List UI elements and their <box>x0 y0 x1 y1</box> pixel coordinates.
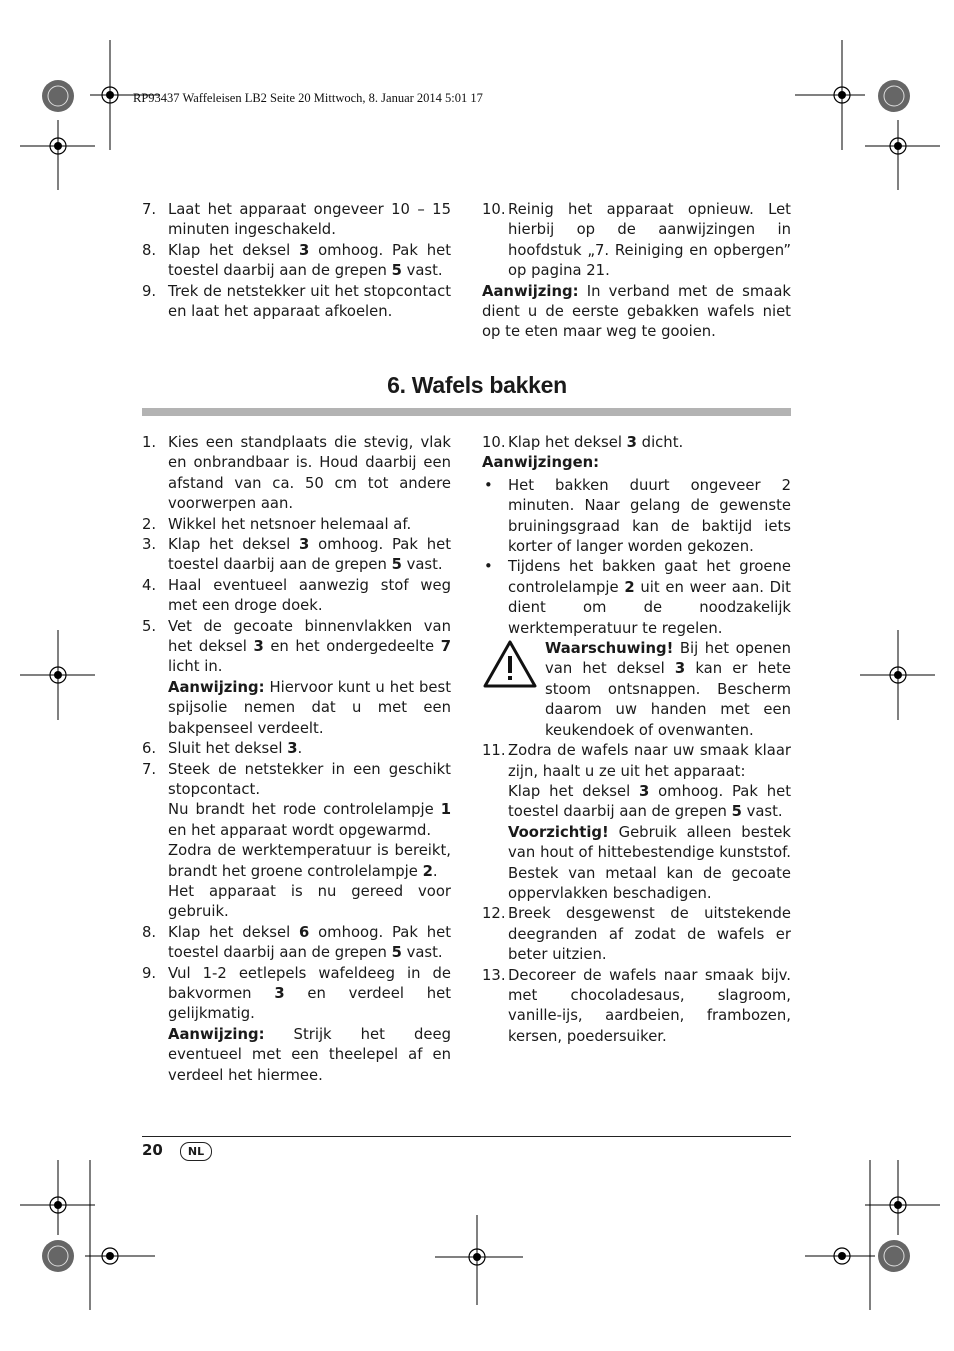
list-item: 11. Zodra de wafels naar uw smaak klaar zijn, haalt u ze uit het apparaat: <box>482 742 791 780</box>
bullet-item: • Tijdens het bakken gaat het groene controlelampje 2 uit en weer aan. Dit dient om de noodzakelijk werktemperatuur te regelen. <box>484 558 791 637</box>
notes-heading: Aanwijzingen: <box>482 454 600 472</box>
list-item: 8. Klap het deksel 3 omhoog. Pak het toestel daarbij aan de grepen 5 vast. <box>142 241 451 280</box>
registration-mark-top-right <box>790 40 940 190</box>
language-badge: NL <box>180 1142 212 1161</box>
list-item: 12. Breek desgewenst de uitstekende deegranden af zodat de wafels er beter uitzien. <box>482 905 791 964</box>
note: Aanwijzing: Hiervoor kunt u het best spijsolie nemen dat u met een bakpenseel verdeelt. <box>168 678 451 737</box>
list-item: 1. Kies een standplaats die stevig, vlak en onbrandbaar is. Houd daarbij een afstand van ca. 50 cm tot andere voorwerpen aan. <box>142 434 451 513</box>
caution-note: Voorzichtig! Gebruik alleen bestek van hout of hittebestendige kunststof. Bestek van metaal kan de gecoate oppervlakken beschadigen. <box>508 823 791 902</box>
list-item: 5. Vet de gecoate binnenvlakken van het deksel 3 en het ondergedeelte 7 licht in. <box>142 617 451 676</box>
list-item: 10. Reinig het apparaat opnieuw. Let hierbij op de aanwijzingen in hoofdstuk „7. Reiniging en opbergen” op pagina 21. <box>482 201 791 280</box>
bullet-item: • Het bakken duurt ongeveer 2 minuten. Naar gelang de gewenste bruiningsgraad kan de baktijd iets korter of langer worden gekozen. <box>484 476 791 556</box>
sub-paragraph: Klap het deksel 3 omhoog. Pak het toestel daarbij aan de grepen 5 vast. <box>508 782 791 821</box>
list-item: 2. Wikkel het netsnoer helemaal af. <box>142 515 412 533</box>
registration-mark-bottom-left <box>20 1160 170 1310</box>
list-item: 6. Sluit het deksel 3. <box>142 740 303 758</box>
sub-paragraph: Zodra de werktemperatuur is bereikt, brandt het groene controlelampje 2. <box>168 842 451 880</box>
list-item: 7. Steek de netstekker in een geschikt stopcontact. <box>142 760 451 798</box>
list-item: 4. Haal eventueel aanwezig stof weg met een droge doek. <box>142 576 451 615</box>
list-item: 9. Trek de netstekker uit het stopcontact en laat het apparaat afkoelen. <box>142 282 451 321</box>
top-left-column <box>142 200 451 322</box>
registration-mark-mid-left <box>20 630 100 720</box>
list-item: 7. Laat het apparaat ongeveer 10 – 15 minuten ingeschakeld. <box>142 201 451 239</box>
registration-mark-bottom-right <box>790 1160 940 1310</box>
list-item: 8. Klap het deksel 6 omhoog. Pak het toestel daarbij aan de grepen 5 vast. <box>142 923 451 962</box>
list-item: 3. Klap het deksel 3 omhoog. Pak het toestel daarbij aan de grepen 5 vast. <box>142 536 451 574</box>
sub-paragraph: Het apparaat is nu gereed voor gebruik. <box>168 882 451 921</box>
top-right-column <box>482 200 791 343</box>
sub-paragraph: Nu brandt het rode controlelampje 1 en het apparaat wordt opgewarmd. <box>168 801 451 839</box>
print-header: RP93437 Waffeleisen LB2 Seite 20 Mittwoch, 8. Januar 2014 5:01 17 <box>133 91 483 105</box>
list-item: 13. Decoreer de wafels naar smaak bijv. met chocoladesaus, slagroom, vanille-ijs, aardbeien, frambozen, kersen, poedersuiker. <box>482 966 791 1045</box>
registration-mark-bottom-center <box>435 1215 525 1305</box>
section-title: 6. Wafels bakken <box>387 372 567 398</box>
warning-block: Waarschuwing! Bij het openen van het deksel 3 kan er hete stoom ontsnappen. Bescherm daarom uw handen met een keukendoek of ovenwanten. <box>482 639 791 741</box>
main-right-column <box>482 433 791 1047</box>
list-item: 10. Klap het deksel 3 dicht. <box>482 434 684 451</box>
main-left-column <box>142 433 451 1086</box>
warning-triangle-icon <box>482 639 538 689</box>
footer-rule <box>142 1136 791 1137</box>
title-rule <box>142 408 791 416</box>
registration-mark-mid-right <box>860 630 940 720</box>
note: Aanwijzing: In verband met de smaak dient u de eerste gebakken wafels niet op te eten maar weg te gooien. <box>482 282 791 341</box>
note: Aanwijzing: Strijk het deeg eventueel met een theelepel af en verdeel het hiermee. <box>168 1025 451 1084</box>
registration-mark-top-left <box>20 40 170 190</box>
list-item: 9. Vul 1-2 eetlepels wafeldeeg in de bakvormen 3 en verdeel het gelijkmatig. <box>142 964 451 1023</box>
page-number: 20 <box>142 1141 163 1159</box>
